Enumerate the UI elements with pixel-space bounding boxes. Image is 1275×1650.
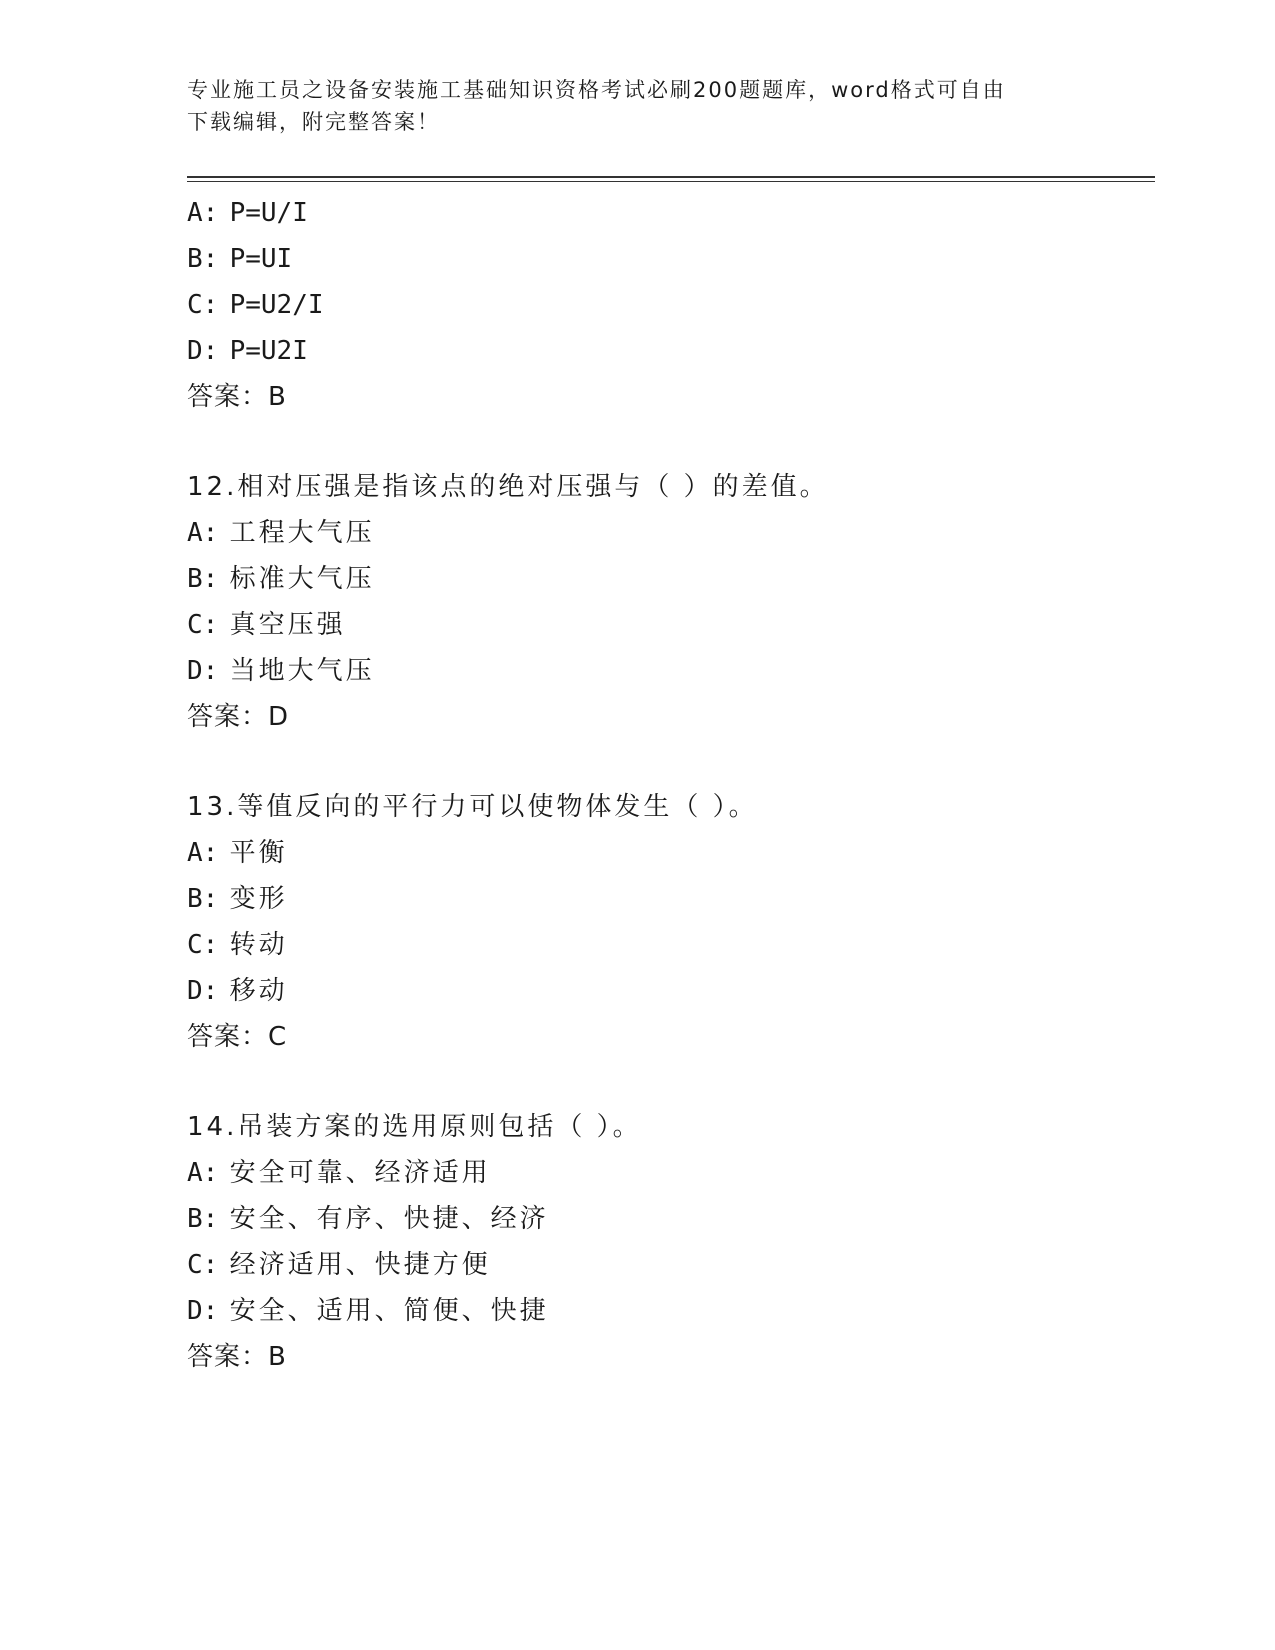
option-d — [187, 648, 1155, 694]
option-c — [187, 282, 1155, 328]
option-text: 标准大气压 — [229, 564, 375, 594]
option-d — [187, 328, 1155, 374]
option-text: 转动 — [229, 930, 288, 960]
answer-line: 答案：B — [187, 1342, 287, 1372]
question-stem: 13.等值反向的平行力可以使物体发生（ ）。 — [187, 792, 758, 822]
option-text: 真空压强 — [229, 610, 346, 640]
option-label: D: — [187, 976, 219, 1006]
option-label: A: — [187, 198, 219, 228]
option-text: P=U2I — [229, 336, 308, 366]
question-stem: 14.吊装方案的选用原则包括（ ）。 — [187, 1112, 642, 1142]
question-block-14 — [187, 1104, 1155, 1380]
option-text: 移动 — [229, 976, 288, 1006]
option-text: 安全、适用、简便、快捷 — [229, 1296, 549, 1326]
option-text: 变形 — [229, 884, 288, 914]
option-b — [187, 556, 1155, 602]
option-a — [187, 1150, 1155, 1196]
option-label: D: — [187, 336, 219, 366]
option-text: P=UI — [229, 244, 293, 274]
option-label: D: — [187, 656, 219, 686]
answer-line: 答案：D — [187, 702, 290, 732]
option-a — [187, 190, 1155, 236]
option-d — [187, 968, 1155, 1014]
option-b — [187, 236, 1155, 282]
option-label: A: — [187, 1158, 219, 1188]
option-text: 平衡 — [229, 838, 288, 868]
answer-line: 答案：B — [187, 382, 287, 412]
header-line-1: 专业施工员之设备安装施工基础知识资格考试必刷200题题库，word格式可自由 — [187, 78, 1006, 102]
option-text: 工程大气压 — [229, 518, 375, 548]
option-text: P=U2/I — [229, 290, 324, 320]
option-d — [187, 1288, 1155, 1334]
option-label: C: — [187, 610, 219, 640]
document-header — [187, 74, 1087, 138]
option-a — [187, 830, 1155, 876]
option-label: B: — [187, 884, 219, 914]
option-label: B: — [187, 564, 219, 594]
header-line-2: 下载编辑，附完整答案！ — [187, 110, 440, 134]
header-divider-thick — [187, 176, 1155, 178]
question-block-13 — [187, 784, 1155, 1060]
option-text: 当地大气压 — [229, 656, 375, 686]
header-divider-thin — [187, 181, 1155, 182]
question-block-prev — [187, 190, 1155, 420]
spacer — [187, 1060, 1155, 1104]
option-text: 安全、有序、快捷、经济 — [229, 1204, 549, 1234]
option-label: C: — [187, 930, 219, 960]
option-c — [187, 922, 1155, 968]
option-label: C: — [187, 1250, 219, 1280]
option-label: A: — [187, 518, 219, 548]
option-label: A: — [187, 838, 219, 868]
option-b — [187, 876, 1155, 922]
spacer — [187, 420, 1155, 464]
option-b — [187, 1196, 1155, 1242]
option-label: D: — [187, 1296, 219, 1326]
question-stem: 12.相对压强是指该点的绝对压强与（ ）的差值。 — [187, 472, 829, 502]
option-c — [187, 602, 1155, 648]
option-label: C: — [187, 290, 219, 320]
option-text: 安全可靠、经济适用 — [229, 1158, 491, 1188]
question-list — [187, 190, 1155, 1380]
option-c — [187, 1242, 1155, 1288]
question-block-12 — [187, 464, 1155, 740]
option-text: P=U/I — [229, 198, 308, 228]
option-a — [187, 510, 1155, 556]
option-text: 经济适用、快捷方便 — [229, 1250, 491, 1280]
answer-line: 答案：C — [187, 1022, 288, 1052]
spacer — [187, 740, 1155, 784]
option-label: B: — [187, 1204, 219, 1234]
option-label: B: — [187, 244, 219, 274]
